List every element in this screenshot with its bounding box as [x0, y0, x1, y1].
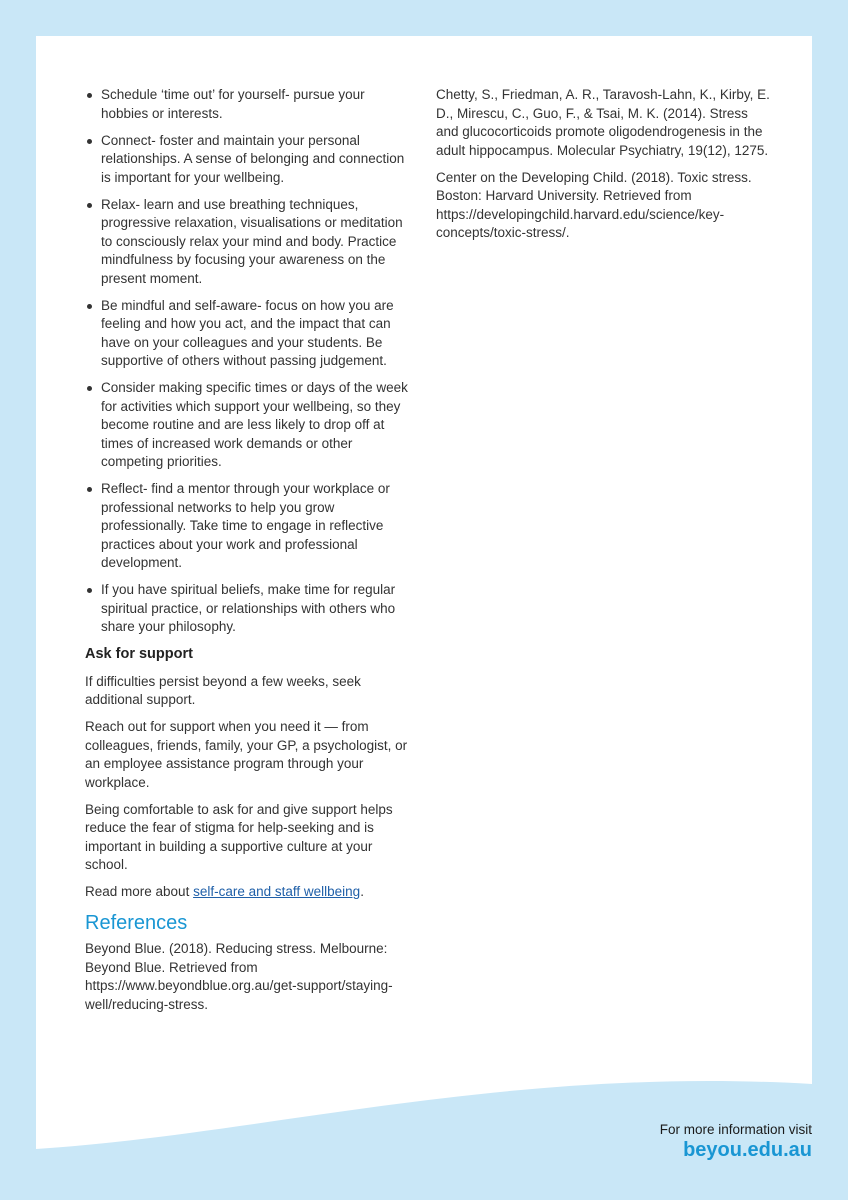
list-item: Be mindful and self-aware- focus on how you are feeling and how you act, and the impact that can have on your colleagues and your students. Be supportive of others without passing judgement. [85, 297, 413, 371]
footer [660, 1122, 812, 1162]
read-more-prefix: Read more about [85, 884, 194, 899]
footer-url-link[interactable]: beyou.edu.au [683, 1139, 812, 1161]
support-heading: Ask for support [85, 646, 193, 662]
read-more-suffix: . [360, 884, 364, 899]
self-care-link[interactable]: self-care and staff wellbeing [193, 884, 361, 899]
support-paragraph: If difficulties persist beyond a few weeks, seek additional support. [85, 673, 361, 707]
left-column [85, 86, 413, 1023]
references-heading: References [85, 911, 188, 934]
reference-item: Chetty, S., Friedman, A. R., Taravosh-Lahn, K., Kirby, E. D., Mirescu, C., Guo, F., & Tsai, M. K. (2014). Stress and glucocorticoids promote oligodendrogenesis in the adult hippocampus. Molecular Psychiatry, 19(12), 1275. [436, 87, 770, 158]
support-paragraph: Reach out for support when you need it — from colleagues, friends, family, your GP, a psychologist, or an employee assistance program through your workplace. [85, 719, 408, 790]
right-column [436, 86, 771, 251]
list-item: Schedule ‘time out’ for yourself- pursue your hobbies or interests. [85, 86, 413, 123]
wellbeing-tips-list [85, 86, 413, 637]
reference-item: Center on the Developing Child. (2018). Toxic stress. Boston: Harvard University. Retrieved from https://developingchild.harvard.edu/science/key-concepts/toxic-stress/. [436, 169, 752, 240]
reference-item: Beyond Blue. (2018). Reducing stress. Melbourne: Beyond Blue. Retrieved from https://www.beyondblue.org.au/get-support/staying-well/reducing-stress. [85, 941, 393, 1012]
document-page [36, 36, 812, 1164]
read-more-paragraph [85, 883, 413, 902]
list-item: Connect- foster and maintain your personal relationships. A sense of belonging and connection is important for your wellbeing. [85, 132, 413, 188]
list-item: If you have spiritual beliefs, make time for regular spiritual practice, or relationships with others who share your philosophy. [85, 581, 413, 637]
list-item: Consider making specific times or days of the week for activities which support your wellbeing, so they become routine and are less likely to drop off at times of increased work demands or other competing priorities. [85, 379, 413, 472]
support-paragraph: Being comfortable to ask for and give support helps reduce the fear of stigma for help-seeking and is important in building a supportive culture at your school. [85, 801, 393, 872]
footer-label: For more information visit [659, 1122, 812, 1137]
list-item: Reflect- find a mentor through your workplace or professional networks to help you grow professionally. Take time to engage in reflective practices about your work and professional development. [85, 480, 413, 573]
list-item: Relax- learn and use breathing techniques, progressive relaxation, visualisations or meditation to consciously relax your mind and body. Practice mindfulness by focusing your awareness on the present moment. [85, 196, 413, 289]
